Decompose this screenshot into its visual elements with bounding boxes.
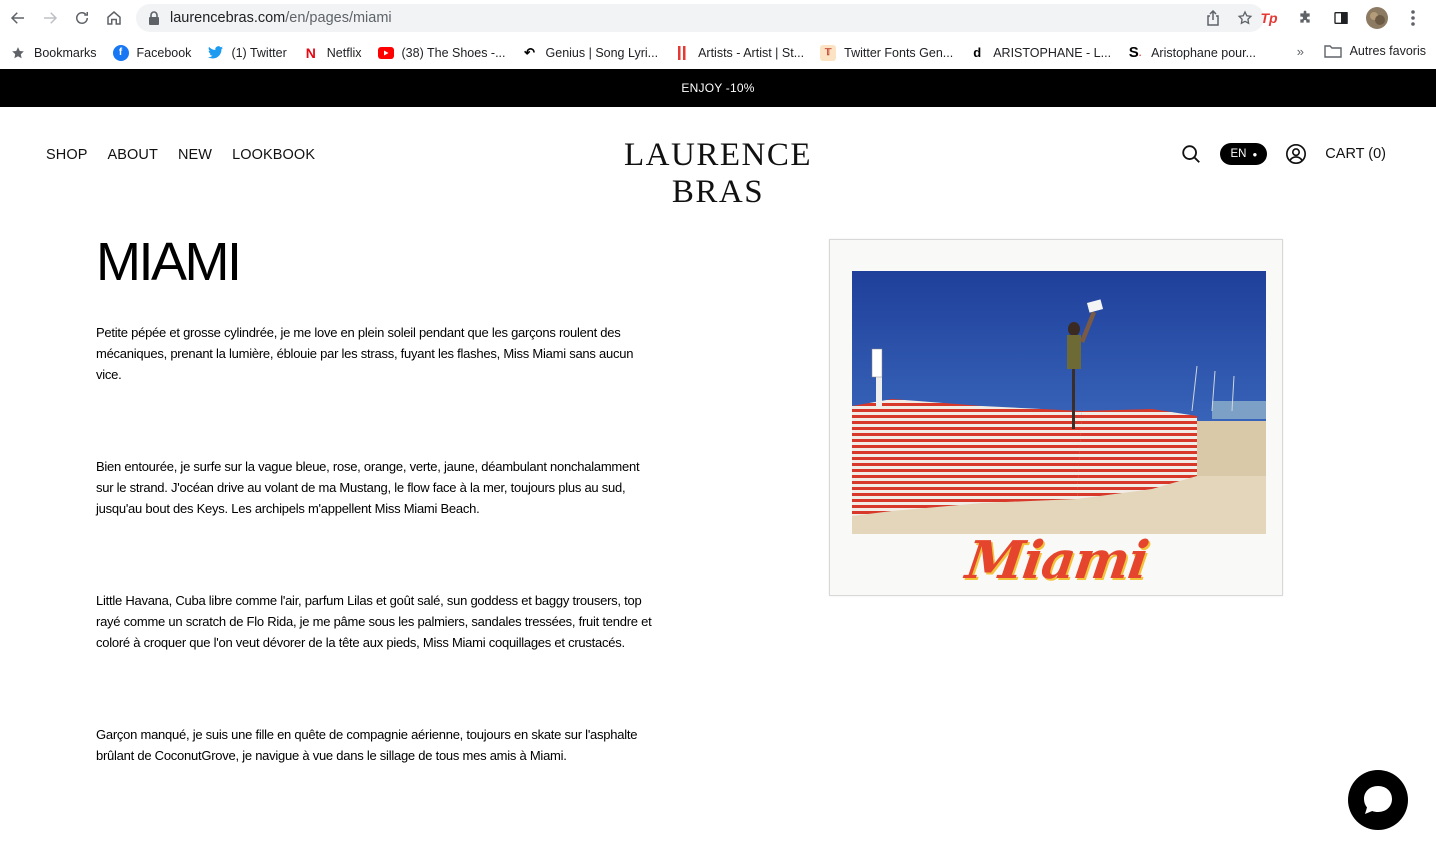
nav-shop[interactable]: SHOP [46, 147, 88, 163]
puzzle-extensions-icon[interactable] [1294, 7, 1316, 29]
url-text: laurencebras.com/en/pages/miami [170, 10, 392, 26]
tp-extension-icon[interactable]: Tp [1260, 10, 1278, 26]
reload-icon[interactable] [70, 6, 94, 30]
lock-icon [148, 11, 160, 25]
home-icon[interactable] [102, 6, 126, 30]
genius-icon: ↶ [524, 44, 535, 60]
chat-bubble-icon [1359, 781, 1397, 819]
page-content [96, 232, 656, 766]
search-icon[interactable] [1180, 143, 1202, 165]
language-selector[interactable] [1220, 143, 1267, 165]
youtube-icon [378, 45, 394, 61]
bookmark-item[interactable]: Artists - Artist | St... [674, 45, 804, 61]
page-title: MIAMI [96, 232, 240, 292]
artists-icon [674, 45, 690, 61]
cart-link[interactable]: CART (0) [1325, 146, 1386, 162]
twitter-icon [207, 45, 223, 61]
chat-widget-button[interactable] [1348, 770, 1408, 830]
polaroid-image [829, 239, 1283, 596]
announcement-bar[interactable] [0, 69, 1436, 107]
bookmark-item[interactable]: f Facebook [113, 45, 192, 61]
bookmark-item[interactable]: 𝕋 Twitter Fonts Gen... [820, 45, 953, 61]
dropdown-dot-icon: ● [1252, 149, 1258, 159]
forward-arrow-icon[interactable] [38, 6, 62, 30]
paragraph: Petite pépée et grosse cylindrée, je me love en plein soleil pendant que les garçons roulent des mécaniques, prenant la lumière, éblouie par les strass, fuyant les flashes, Miss Miami sans aucun vice. [96, 325, 634, 382]
photo-caption: Miami [962, 530, 1152, 591]
browser-toolbar [0, 0, 1436, 36]
other-bookmarks[interactable]: Autres favoris [1324, 44, 1426, 58]
account-icon[interactable] [1285, 143, 1307, 165]
bookmark-star-icon[interactable] [1236, 9, 1254, 27]
nav-new[interactable]: NEW [177, 147, 213, 163]
facebook-icon: f [113, 45, 129, 61]
more-bookmarks-chevron[interactable]: » [1296, 44, 1304, 59]
side-panel-icon[interactable] [1330, 7, 1352, 29]
netflix-icon: N [305, 44, 316, 61]
site-header [0, 107, 1436, 210]
site-logo[interactable]: LAURENCE BRAS [624, 137, 812, 210]
share-icon[interactable] [1204, 9, 1222, 27]
bookmark-item[interactable]: ↶ Genius | Song Lyri... [522, 45, 659, 61]
address-bar[interactable] [136, 4, 1264, 32]
bookmark-item[interactable]: d ARISTOPHANE - L... [969, 45, 1111, 61]
main-nav [46, 147, 315, 163]
beach-photo [852, 271, 1266, 534]
bookmark-item[interactable]: S . Aristophane pour... [1128, 44, 1256, 61]
d-icon: d [973, 45, 982, 60]
fonts-icon: 𝕋 [820, 45, 836, 61]
star-icon [10, 45, 26, 61]
bookmark-item[interactable]: (38) The Shoes -... [378, 45, 506, 61]
bookmark-item[interactable]: (1) Twitter [207, 45, 286, 61]
menu-dots-icon[interactable] [1402, 7, 1424, 29]
bookmark-item[interactable]: Bookmarks [10, 45, 97, 61]
folder-icon [1324, 44, 1342, 58]
announcement-text: ENJOY -10% [681, 81, 755, 95]
language-label: EN [1230, 148, 1247, 160]
paragraph: Garçon manqué, je suis une fille en quête de compagnie aérienne, toujours en skate sur l'asphalte brûlant de CoconutGrove, je navigue à vue dans le sillage de tous mes amis à Miami. [96, 727, 638, 763]
back-arrow-icon[interactable] [6, 6, 30, 30]
nav-about[interactable]: ABOUT [107, 147, 158, 163]
s-icon: S . [1128, 44, 1142, 61]
paragraph: Little Havana, Cuba libre comme l'air, parfum Lilas et goût salé, sun goddess et baggy trousers, top rayé comme un scratch de Flo Rida, je me pâme sous les palmiers, sandales tressées, fruit tendre et coloré à croquer que l'on veut dévorer de la tête aux pieds, Miss Miami coquillages et crustacés. [96, 593, 652, 650]
nav-lookbook[interactable]: LOOKBOOK [232, 147, 316, 163]
bookmarks-bar [0, 36, 1436, 69]
paragraph: Bien entourée, je surfe sur la vague bleue, rose, orange, verte, jaune, déambulant nonchalamment sur le strand. J'océan drive au volant de ma Mustang, le flow face à la mer, toujours plus au sud, jusqu'au bout des Keys. Les archipels m'appellent Miss Miami Beach. [96, 459, 640, 516]
profile-avatar-icon[interactable] [1366, 7, 1388, 29]
bookmark-item[interactable]: N Netflix [303, 45, 362, 61]
